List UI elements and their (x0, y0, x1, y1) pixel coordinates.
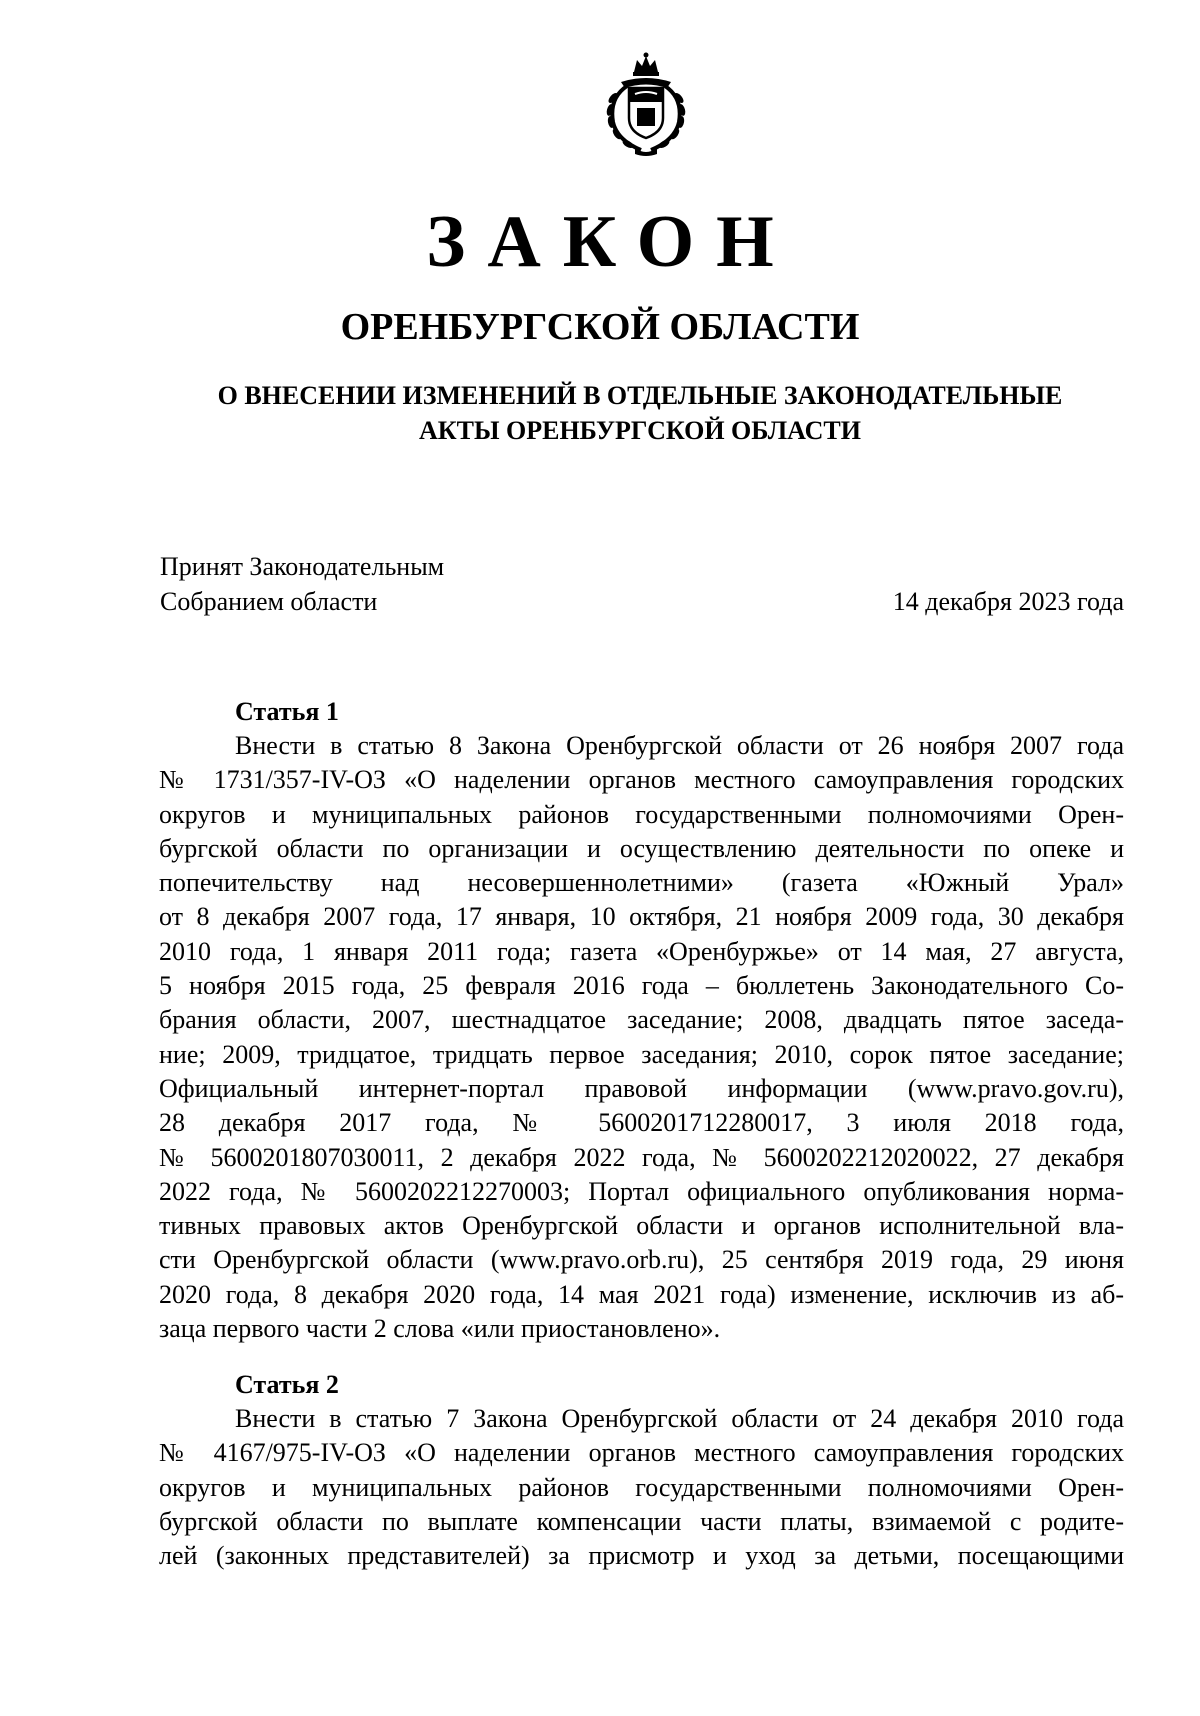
article-text-line: бургской области по выплате компенсации части платы, взимаемой с родите- (159, 1506, 1124, 1536)
oblast-coat-of-arms-icon (601, 52, 691, 158)
article-text-line: № 5600201807030011, 2 декабря 2022 года, № 5600202212020022, 27 декабря (159, 1142, 1124, 1172)
law-subject (160, 378, 1120, 448)
article-text-line: Официальный интернет-портал правовой информации (www.pravo.gov.ru), (159, 1073, 1124, 1103)
law-title: ЗАКОН (426, 201, 796, 283)
adoption-note-line: Принят Законодательным (160, 552, 445, 581)
adoption-date: 14 декабря 2023 года (892, 587, 1124, 616)
article-text-line: 2020 года, 8 декабря 2020 года, 14 мая 2021 года) изменение, исключив из аб- (159, 1279, 1124, 1309)
article-text-line: 28 декабря 2017 года, № 5600201712280017, 3 июля 2018 года, (159, 1108, 1124, 1138)
article-text-line: бургской области по организации и осуществлению деятельности по опеке и (159, 833, 1124, 863)
coat-of-arms-emblem (601, 52, 691, 158)
article-text-line: брания области, 2007, шестнадцатое заседание; 2008, двадцать пятое заседа- (159, 1005, 1124, 1035)
law-subject-line: АКТЫ ОРЕНБУРГСКОЙ ОБЛАСТИ (419, 416, 861, 445)
article-text-line: 2022 года, № 5600202212270003; Портал официального опубликования норма- (159, 1176, 1124, 1206)
article-text-line: округов и муниципальных районов государственными полномочиями Орен- (159, 799, 1124, 829)
article-2-heading: Статья 2 (235, 1370, 339, 1399)
article-text-line: № 4167/975-IV-ОЗ «О наделении органов местного самоуправления городских (159, 1438, 1124, 1468)
law-subject-line: О ВНЕСЕНИИ ИЗМЕНЕНИЙ В ОТДЕЛЬНЫЕ ЗАКОНОДАТЕЛЬНЫЕ (217, 381, 1063, 410)
article-text-line: Внести в статью 7 Закона Оренбургской области от 24 декабря 2010 года (235, 1404, 1124, 1433)
adoption-note (160, 549, 444, 619)
article-text-line: округов и муниципальных районов государственными полномочиями Орен- (159, 1472, 1124, 1502)
article-text-line: сти Оренбургской области (www.pravo.orb.ru), 25 сентября 2019 года, 29 июня (159, 1245, 1124, 1275)
article-text-line: от 8 декабря 2007 года, 17 января, 10 октября, 21 ноября 2009 года, 30 декабря (159, 902, 1124, 932)
article-text-line: заца первого части 2 слова «или приостановлено». (159, 1314, 721, 1344)
article-text-line: 2010 года, 1 января 2011 года; газета «Оренбуржье» от 14 мая, 27 августа, (159, 936, 1124, 966)
article-1-body (159, 729, 1124, 1346)
article-text-line: Внести в статью 8 Закона Оренбургской области от 26 ноября 2007 года (235, 731, 1124, 760)
article-2-body (159, 1402, 1124, 1573)
article-text-line: № 1731/357-IV-ОЗ «О наделении органов местного самоуправления городских (159, 765, 1124, 795)
adoption-note-line: Собранием области (160, 587, 378, 616)
article-text-line: тивных правовых актов Оренбургской области и органов исполнительной вла- (159, 1211, 1124, 1241)
article-text-line: ние; 2009, тридцатое, тридцать первое заседания; 2010, сорок пятое заседание; (159, 1039, 1124, 1069)
article-text-line: лей (законных представителей) за присмотр и уход за детьми, посещающими (159, 1541, 1124, 1571)
region-title: ОРЕНБУРГСКОЙ ОБЛАСТИ (340, 306, 860, 348)
article-1-heading: Статья 1 (235, 697, 339, 726)
article-text-line: попечительству над несовершеннолетними» (газета «Южный Урал» (159, 868, 1124, 898)
article-text-line: 5 ноября 2015 года, 25 февраля 2016 года – бюллетень Законодательного Со- (159, 971, 1124, 1001)
